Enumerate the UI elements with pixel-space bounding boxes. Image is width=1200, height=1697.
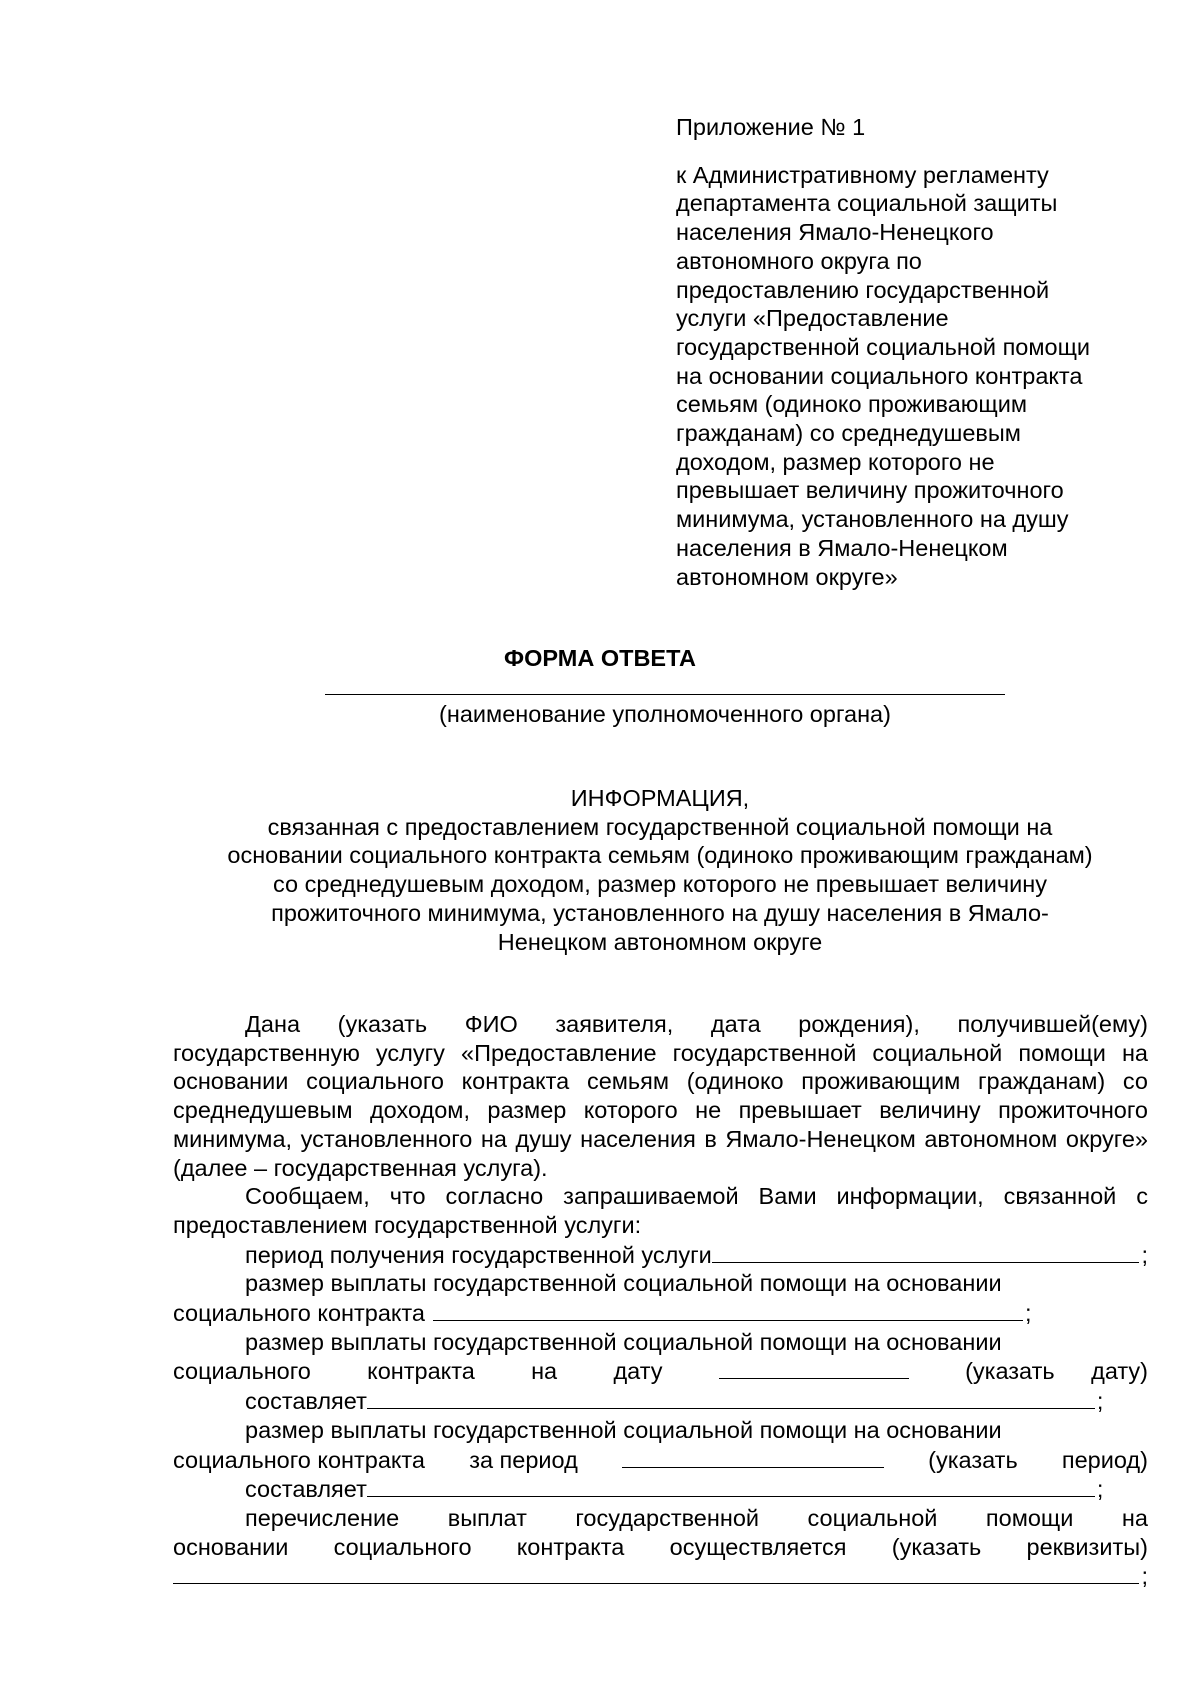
reference-line: семьям (одиноко проживающим	[676, 391, 1028, 418]
information-line: со среднедушевым доходом, размер которого не превышает величину	[273, 871, 1047, 898]
payment-intro: размер выплаты государственной социальной помощи на основании	[245, 1270, 1002, 1297]
date-hint: (указать дату)	[965, 1358, 1148, 1385]
word: период)	[1061, 1446, 1148, 1473]
appendix-reference-text	[676, 161, 1156, 592]
word: социального контракта	[173, 1446, 426, 1473]
paragraph-issued-to: Дана (указать ФИО заявителя, дата рождения), получившей(ему) государственную услугу «Предоставление государственной социальной помощи на основании социального контракта семьям (одиноко проживающим гражданам) со среднедушевым доходом, размер которого не превышает величину прожиточного минимума, установленного на душу населения в Ямало-Ненецком автономном округе» (далее – государственная услуга).	[173, 1011, 1148, 1181]
word: государственной	[575, 1504, 760, 1531]
information-line: Ненецком автономном округе	[497, 928, 823, 955]
reference-line: автономном округе»	[676, 563, 898, 590]
information-line: прожиточного минимума, установленного на душу населения в Ямало-	[271, 899, 1049, 926]
paragraph-we-inform: Сообщаем, что согласно запрашиваемой Вами информации, связанной с предоставлением государственной услуги:	[173, 1183, 1148, 1238]
appendix-reference	[676, 113, 1156, 591]
transfer-details-blank[interactable]	[173, 1561, 1139, 1584]
word: реквизиты)	[1026, 1533, 1148, 1560]
payment-date-line	[173, 1356, 1148, 1386]
word: (указать	[928, 1446, 1018, 1473]
word: на	[1121, 1504, 1148, 1531]
amount-for-period-blank[interactable]	[367, 1474, 1095, 1497]
appendix-number: Приложение № 1	[676, 114, 866, 140]
word: социальной	[807, 1504, 938, 1531]
reference-line: услуги «Предоставление	[676, 305, 949, 332]
word: (указать	[891, 1533, 982, 1560]
word: дату	[613, 1358, 663, 1385]
reference-line: на основании социального контракта	[676, 362, 1083, 389]
information-line: связанная с предоставлением государственной социальной помощи на	[267, 813, 1053, 840]
payment-intro: размер выплаты государственной социальной помощи на основании	[245, 1416, 1002, 1443]
information-title: ИНФОРМАЦИЯ,	[570, 785, 750, 811]
period-label: период получения государственной услуги	[245, 1241, 712, 1268]
word: перечисление	[245, 1504, 400, 1531]
payment-amount-blank[interactable]	[433, 1298, 1023, 1321]
payment-period-intro-line	[173, 1416, 1148, 1445]
word: на	[531, 1358, 558, 1385]
organization-caption: (наименование уполномоченного органа)	[439, 701, 891, 727]
date-blank[interactable]	[719, 1356, 909, 1379]
transfer-line-2	[173, 1533, 1148, 1562]
form-title: ФОРМА ОТВЕТА	[504, 645, 696, 671]
word: контракта	[516, 1533, 625, 1560]
information-heading	[170, 784, 1150, 956]
word: социального	[173, 1358, 311, 1385]
period-line	[173, 1240, 1148, 1270]
amounts-to-line-1	[173, 1386, 1148, 1416]
payment-date-intro-line	[173, 1328, 1148, 1357]
reference-line: превышает величину прожиточного	[676, 477, 1064, 504]
reference-line: населения в Ямало-Ненецком	[676, 534, 1008, 561]
amounts-to-label: составляет	[245, 1476, 367, 1503]
period-blank[interactable]	[712, 1240, 1140, 1263]
semicolon: ;	[1141, 1563, 1148, 1590]
payment-intro: размер выплаты государственной социальной помощи на основании	[245, 1328, 1002, 1355]
transfer-line-1	[173, 1504, 1148, 1533]
reference-line: гражданам) со среднедушевым	[676, 420, 1021, 447]
payment-intro-line	[173, 1269, 1148, 1298]
word: осуществляется	[669, 1533, 847, 1560]
payment-contract-label: социального контракта	[173, 1300, 426, 1327]
reference-line: предоставлению государственной	[676, 276, 1050, 303]
information-line: основании социального контракта семьям (одиноко проживающим гражданам)	[227, 842, 1093, 869]
body-text	[173, 1010, 1148, 1591]
amount-on-date-blank[interactable]	[367, 1386, 1095, 1409]
semicolon: ;	[1025, 1300, 1032, 1327]
organization-name-line[interactable]	[325, 694, 1005, 695]
word: контракта	[367, 1358, 475, 1385]
reference-line: минимума, установленного на душу	[676, 506, 1069, 533]
amounts-to-label: составляет	[245, 1388, 367, 1415]
word: за период	[469, 1446, 578, 1473]
payment-period-line	[173, 1445, 1148, 1475]
reference-line: государственной социальной помощи	[676, 333, 1091, 360]
word: основании	[173, 1533, 289, 1560]
word: социального	[333, 1533, 472, 1560]
payment-contract-line	[173, 1298, 1148, 1328]
amounts-to-line-2	[173, 1474, 1148, 1504]
reference-line: доходом, размер которого не	[676, 448, 995, 475]
reference-line: к Административному регламенту	[676, 161, 1049, 188]
reference-line: автономного округа по	[676, 247, 922, 274]
reference-line: населения Ямало-Ненецкого	[676, 219, 994, 246]
reference-line: департамента социальной защиты	[676, 190, 1058, 217]
semicolon: ;	[1096, 1388, 1104, 1415]
semicolon: ;	[1141, 1241, 1148, 1268]
period-blank[interactable]	[622, 1445, 884, 1468]
transfer-details-line	[173, 1561, 1148, 1591]
word: выплат	[447, 1504, 527, 1531]
semicolon: ;	[1096, 1476, 1104, 1503]
word: помощи	[985, 1504, 1074, 1531]
